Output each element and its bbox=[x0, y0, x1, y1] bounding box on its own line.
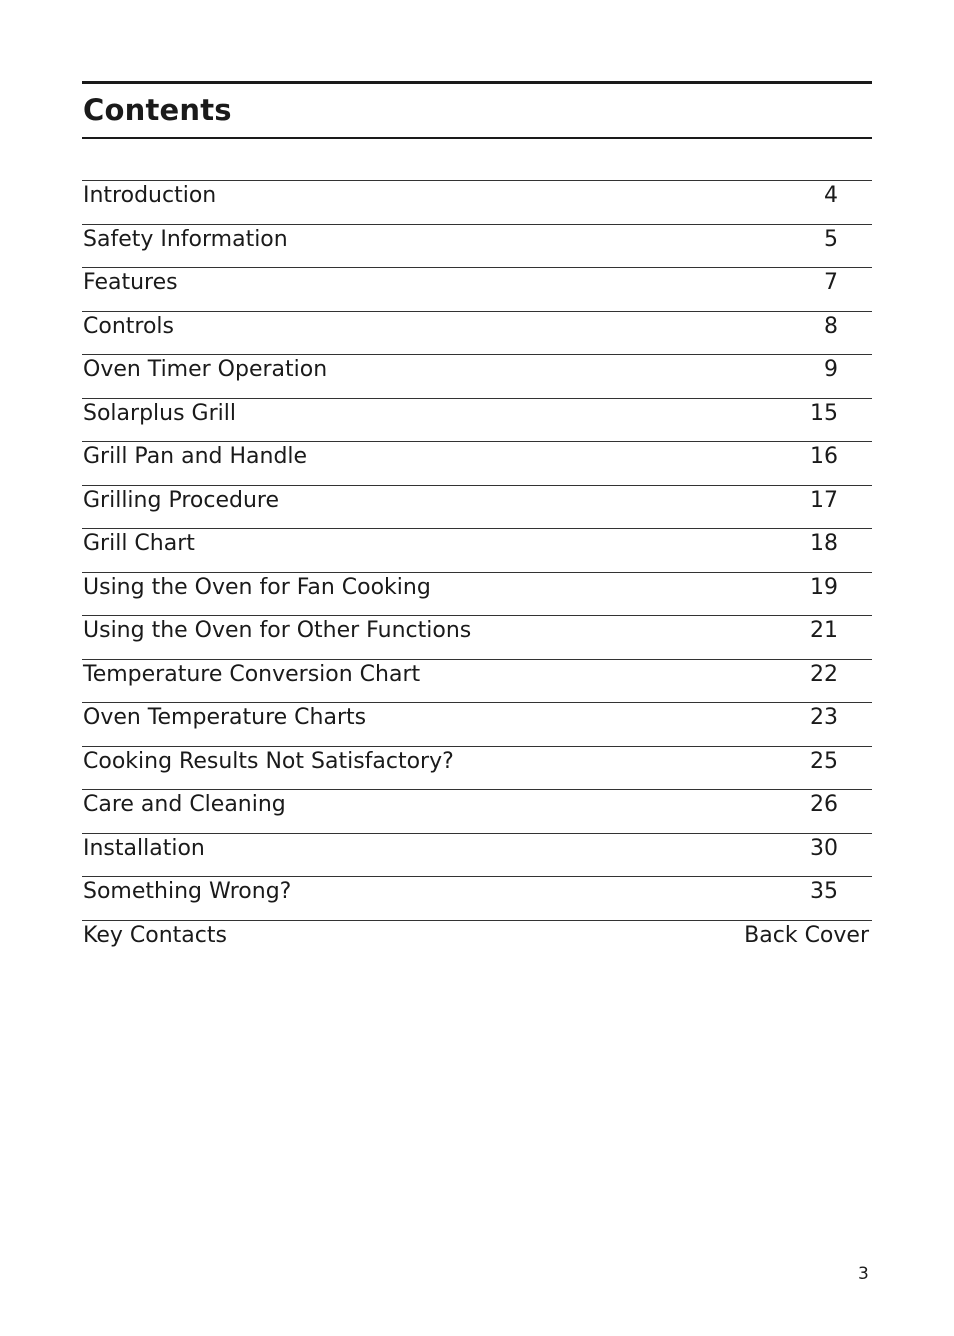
toc-entry-label: Using the Oven for Other Functions bbox=[83, 618, 472, 643]
toc-entry-page: 18 bbox=[810, 531, 838, 556]
toc-row[interactable] bbox=[82, 702, 872, 746]
toc-row[interactable] bbox=[82, 572, 872, 616]
toc-entry-page: 25 bbox=[810, 748, 838, 774]
toc-entry-page: 8 bbox=[824, 313, 838, 339]
toc-entry-page: 30 bbox=[810, 835, 838, 861]
contents-page bbox=[82, 81, 872, 948]
toc-row[interactable] bbox=[82, 833, 872, 877]
toc-entry-label: Using the Oven for Fan Cooking bbox=[83, 574, 431, 600]
toc-entry-label: Oven Timer Operation bbox=[83, 357, 328, 382]
toc-row[interactable] bbox=[82, 528, 872, 572]
toc-entry-page: 17 bbox=[810, 487, 838, 513]
page-title: Contents bbox=[83, 93, 232, 127]
title-block bbox=[82, 81, 872, 139]
toc-entry-page: 16 bbox=[810, 444, 838, 469]
toc-row[interactable] bbox=[82, 311, 872, 355]
toc-row[interactable] bbox=[82, 267, 872, 311]
toc-entry-page: 26 bbox=[810, 792, 838, 817]
toc-entry-page: 4 bbox=[824, 183, 838, 208]
toc-entry-page: 21 bbox=[810, 618, 838, 643]
table-of-contents bbox=[82, 180, 872, 963]
toc-entry-page: Back Cover bbox=[744, 922, 869, 948]
toc-entry-label: Key Contacts bbox=[83, 922, 227, 948]
toc-entry-page: 22 bbox=[810, 661, 838, 687]
toc-row[interactable] bbox=[82, 398, 872, 442]
toc-row[interactable] bbox=[82, 659, 872, 703]
toc-entry-page: 9 bbox=[824, 357, 838, 382]
toc-entry-label: Grilling Procedure bbox=[83, 487, 279, 513]
toc-entry-label: Temperature Conversion Chart bbox=[83, 661, 421, 687]
toc-entry-page: 23 bbox=[810, 705, 838, 730]
toc-entry-page: 15 bbox=[810, 400, 838, 426]
toc-entry-page: 7 bbox=[824, 270, 838, 295]
toc-row[interactable] bbox=[82, 180, 872, 224]
toc-row[interactable] bbox=[82, 789, 872, 833]
toc-entry-label: Care and Cleaning bbox=[83, 792, 286, 817]
toc-row[interactable] bbox=[82, 441, 872, 485]
toc-entry-label: Installation bbox=[83, 835, 205, 861]
toc-entry-label: Controls bbox=[83, 313, 174, 339]
toc-entry-label: Oven Temperature Charts bbox=[83, 705, 367, 730]
toc-entry-label: Grill Chart bbox=[83, 531, 195, 556]
toc-entry-page: 19 bbox=[810, 574, 838, 600]
toc-row[interactable] bbox=[82, 920, 872, 964]
toc-entry-label: Something Wrong? bbox=[83, 879, 292, 904]
toc-row[interactable] bbox=[82, 876, 872, 920]
page-number: 3 bbox=[858, 1264, 869, 1284]
toc-entry-label: Introduction bbox=[83, 183, 217, 208]
toc-row[interactable] bbox=[82, 746, 872, 790]
toc-entry-label: Features bbox=[83, 270, 178, 295]
toc-entry-label: Safety Information bbox=[83, 226, 288, 252]
toc-entry-page: 35 bbox=[810, 879, 838, 904]
toc-row[interactable] bbox=[82, 354, 872, 398]
toc-entry-label: Grill Pan and Handle bbox=[83, 444, 308, 469]
toc-row[interactable] bbox=[82, 485, 872, 529]
toc-entry-label: Cooking Results Not Satisfactory? bbox=[83, 748, 454, 774]
toc-row[interactable] bbox=[82, 224, 872, 268]
toc-entry-page: 5 bbox=[824, 226, 838, 252]
toc-row[interactable] bbox=[82, 615, 872, 659]
toc-entry-label: Solarplus Grill bbox=[83, 400, 236, 426]
